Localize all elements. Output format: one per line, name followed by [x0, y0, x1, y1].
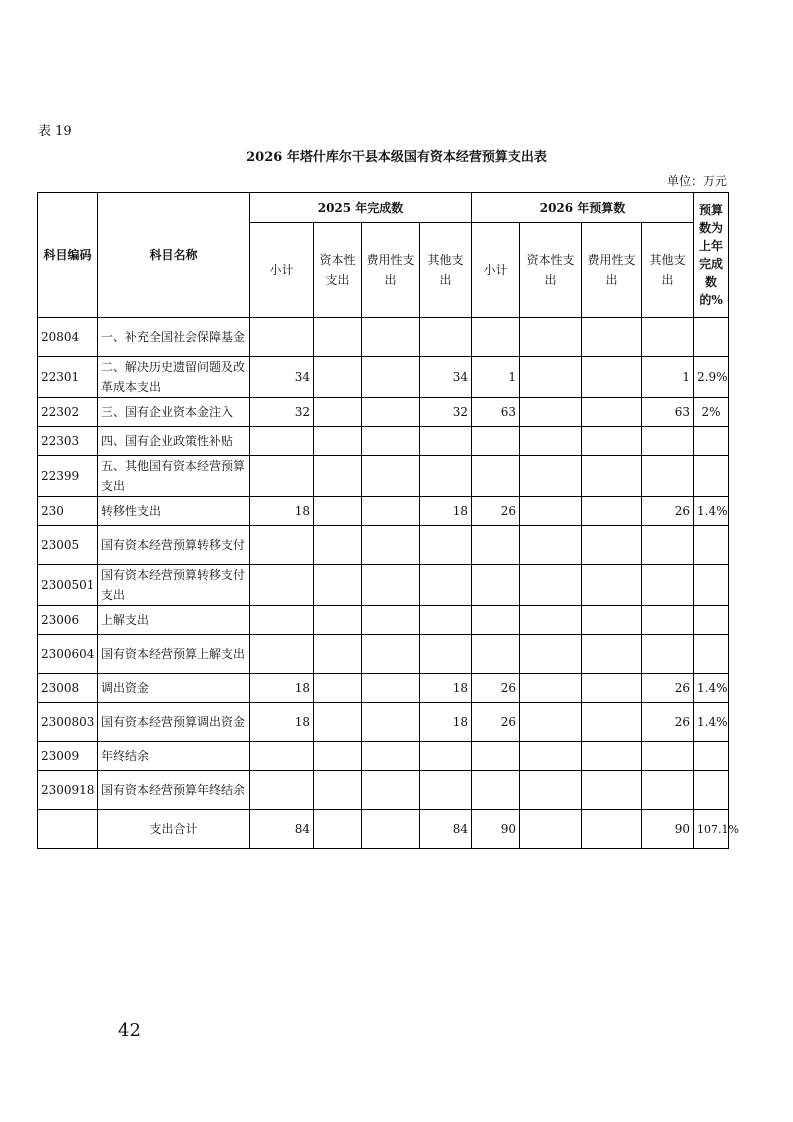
row-code: 2300803 [38, 703, 98, 742]
table-number: 表 19 [38, 124, 72, 139]
row-2026-other: 26 [642, 674, 694, 703]
header-2025-expense: 费用性支出 [362, 223, 420, 318]
total-row [38, 810, 729, 849]
row-2026-capital [520, 456, 582, 497]
row-ratio [694, 742, 729, 771]
row-2026-other: 26 [642, 703, 694, 742]
row-2025-capital [314, 318, 362, 357]
row-ratio [694, 456, 729, 497]
row-2025-other [420, 456, 472, 497]
total-2025-expense [362, 810, 420, 849]
header-code: 科目编码 [38, 193, 98, 318]
row-2026-expense [582, 742, 642, 771]
row-code: 23006 [38, 606, 98, 635]
row-2026-subtotal: 26 [472, 497, 520, 526]
row-code: 22303 [38, 427, 98, 456]
row-2025-other [420, 318, 472, 357]
row-ratio: 2.9% [694, 357, 729, 398]
row-2026-capital [520, 635, 582, 674]
row-2026-subtotal: 1 [472, 357, 520, 398]
row-name: 国有资本经营预算上解支出 [98, 635, 250, 674]
row-2025-capital [314, 674, 362, 703]
row-ratio [694, 771, 729, 810]
header-2026-expense: 费用性支出 [582, 223, 642, 318]
total-2026-other: 90 [642, 810, 694, 849]
row-code: 22301 [38, 357, 98, 398]
row-code: 2300501 [38, 565, 98, 606]
row-2025-capital [314, 635, 362, 674]
row-2026-capital [520, 497, 582, 526]
row-2025-other: 18 [420, 497, 472, 526]
row-2026-other: 1 [642, 357, 694, 398]
header-2025-subtotal: 小计 [250, 223, 314, 318]
row-2025-capital [314, 703, 362, 742]
header-2026-other: 其他支出 [642, 223, 694, 318]
row-name: 五、其他国有资本经营预算支出 [98, 456, 250, 497]
row-2025-subtotal [250, 427, 314, 456]
row-code: 22302 [38, 398, 98, 427]
row-2026-other [642, 456, 694, 497]
row-2025-other: 18 [420, 703, 472, 742]
row-2026-expense [582, 398, 642, 427]
row-2026-capital [520, 565, 582, 606]
row-2025-expense [362, 357, 420, 398]
row-2026-expense [582, 526, 642, 565]
row-2025-expense [362, 497, 420, 526]
unit-label: 单位：万元 [666, 174, 727, 188]
row-2026-other [642, 606, 694, 635]
row-2026-subtotal: 63 [472, 398, 520, 427]
row-2026-expense [582, 456, 642, 497]
row-2026-capital [520, 703, 582, 742]
table-row [38, 318, 729, 357]
table-title: 2026 年塔什库尔干县本级国有资本经营预算支出表 [246, 150, 547, 165]
header-2025-group: 2025 年完成数 [250, 193, 472, 223]
header-2025-capital: 资本性支出 [314, 223, 362, 318]
row-2026-expense [582, 565, 642, 606]
row-2026-expense [582, 635, 642, 674]
table-row [38, 398, 729, 427]
row-2025-expense [362, 427, 420, 456]
total-name: 支出合计 [98, 810, 250, 849]
row-name: 国有资本经营预算转移支付 [98, 526, 250, 565]
row-2026-subtotal: 26 [472, 703, 520, 742]
row-2025-other [420, 427, 472, 456]
row-2025-other: 18 [420, 674, 472, 703]
row-name: 国有资本经营预算年终结余 [98, 771, 250, 810]
row-code: 23009 [38, 742, 98, 771]
row-code: 23005 [38, 526, 98, 565]
row-name: 二、解决历史遗留问题及改革成本支出 [98, 357, 250, 398]
row-2026-expense [582, 606, 642, 635]
row-2025-subtotal: 34 [250, 357, 314, 398]
row-2026-capital [520, 427, 582, 456]
header-2026-subtotal: 小计 [472, 223, 520, 318]
table-row [38, 526, 729, 565]
row-name: 三、国有企业资本金注入 [98, 398, 250, 427]
table-row [38, 497, 729, 526]
row-code: 23008 [38, 674, 98, 703]
row-2025-subtotal [250, 771, 314, 810]
row-2026-other [642, 318, 694, 357]
row-2025-capital [314, 497, 362, 526]
row-name: 国有资本经营预算转移支付支出 [98, 565, 250, 606]
row-2025-expense [362, 635, 420, 674]
row-2025-subtotal [250, 565, 314, 606]
header-2025-other: 其他支出 [420, 223, 472, 318]
table-row [38, 771, 729, 810]
row-2025-capital [314, 565, 362, 606]
row-2025-expense [362, 456, 420, 497]
table-row [38, 427, 729, 456]
total-2025-other: 84 [420, 810, 472, 849]
row-2025-capital [314, 742, 362, 771]
row-code: 20804 [38, 318, 98, 357]
row-ratio: 1.4% [694, 703, 729, 742]
header-name: 科目名称 [98, 193, 250, 318]
row-2026-expense [582, 497, 642, 526]
table-row [38, 635, 729, 674]
row-ratio [694, 606, 729, 635]
header-ratio: 预算数为上年完成数的% [694, 193, 729, 318]
total-2025-subtotal: 84 [250, 810, 314, 849]
row-2025-expense [362, 398, 420, 427]
row-code: 2300918 [38, 771, 98, 810]
row-2025-expense [362, 565, 420, 606]
row-2025-subtotal [250, 318, 314, 357]
row-2025-other: 34 [420, 357, 472, 398]
table-row [38, 456, 729, 497]
row-2026-subtotal [472, 318, 520, 357]
row-2026-expense [582, 703, 642, 742]
row-2025-other [420, 635, 472, 674]
row-2026-subtotal [472, 606, 520, 635]
row-ratio [694, 526, 729, 565]
total-2026-capital [520, 810, 582, 849]
row-name: 转移性支出 [98, 497, 250, 526]
table-row [38, 703, 729, 742]
row-2025-expense [362, 674, 420, 703]
row-2026-other [642, 771, 694, 810]
row-2026-subtotal [472, 742, 520, 771]
row-name: 国有资本经营预算调出资金 [98, 703, 250, 742]
page-number: 42 [118, 1020, 141, 1041]
total-2026-subtotal: 90 [472, 810, 520, 849]
row-2025-capital [314, 398, 362, 427]
row-2026-expense [582, 357, 642, 398]
row-ratio [694, 635, 729, 674]
header-2026-group: 2026 年预算数 [472, 193, 694, 223]
row-2026-subtotal [472, 771, 520, 810]
row-2025-subtotal: 18 [250, 703, 314, 742]
row-name: 调出资金 [98, 674, 250, 703]
row-2025-expense [362, 606, 420, 635]
row-2026-other [642, 565, 694, 606]
row-name: 一、补充全国社会保障基金 [98, 318, 250, 357]
row-2025-other: 32 [420, 398, 472, 427]
row-2026-expense [582, 318, 642, 357]
row-2025-expense [362, 526, 420, 565]
row-2025-other [420, 771, 472, 810]
total-code [38, 810, 98, 849]
row-2025-subtotal [250, 456, 314, 497]
row-2025-other [420, 742, 472, 771]
row-2026-capital [520, 526, 582, 565]
row-2026-other [642, 427, 694, 456]
row-ratio [694, 318, 729, 357]
row-ratio: 1.4% [694, 674, 729, 703]
row-2026-capital [520, 318, 582, 357]
table-row [38, 357, 729, 398]
row-2026-subtotal [472, 635, 520, 674]
budget-table [37, 192, 739, 849]
row-2026-other: 26 [642, 497, 694, 526]
row-2025-subtotal [250, 742, 314, 771]
row-2025-capital [314, 456, 362, 497]
row-2026-subtotal [472, 427, 520, 456]
row-2025-subtotal: 32 [250, 398, 314, 427]
row-2025-expense [362, 742, 420, 771]
row-2025-expense [362, 318, 420, 357]
row-ratio [694, 565, 729, 606]
row-2025-capital [314, 526, 362, 565]
header-2026-capital: 资本性支出 [520, 223, 582, 318]
row-code: 230 [38, 497, 98, 526]
row-name: 四、国有企业政策性补贴 [98, 427, 250, 456]
row-2026-subtotal [472, 526, 520, 565]
row-2025-capital [314, 427, 362, 456]
table-row [38, 742, 729, 771]
row-2026-capital [520, 771, 582, 810]
row-2025-subtotal: 18 [250, 497, 314, 526]
row-2026-other [642, 742, 694, 771]
row-2026-capital [520, 742, 582, 771]
row-2026-capital [520, 357, 582, 398]
row-2026-other: 63 [642, 398, 694, 427]
row-2025-capital [314, 606, 362, 635]
row-code: 2300604 [38, 635, 98, 674]
row-2026-subtotal [472, 565, 520, 606]
row-ratio: 1.4% [694, 497, 729, 526]
row-name: 上解支出 [98, 606, 250, 635]
total-2026-expense [582, 810, 642, 849]
row-2026-expense [582, 674, 642, 703]
row-2026-subtotal: 26 [472, 674, 520, 703]
table-row [38, 606, 729, 635]
row-2025-expense [362, 771, 420, 810]
row-2026-capital [520, 398, 582, 427]
row-code: 22399 [38, 456, 98, 497]
row-name: 年终结余 [98, 742, 250, 771]
total-2025-capital [314, 810, 362, 849]
total-ratio: 107.1% [694, 810, 729, 849]
row-2025-expense [362, 703, 420, 742]
row-2025-subtotal [250, 606, 314, 635]
row-ratio [694, 427, 729, 456]
table-row [38, 565, 729, 606]
row-2025-subtotal: 18 [250, 674, 314, 703]
row-2026-capital [520, 606, 582, 635]
row-2025-subtotal [250, 526, 314, 565]
row-2026-expense [582, 427, 642, 456]
row-2025-subtotal [250, 635, 314, 674]
row-2025-other [420, 606, 472, 635]
row-2025-capital [314, 357, 362, 398]
table-row [38, 674, 729, 703]
row-2025-other [420, 526, 472, 565]
row-ratio: 2% [694, 398, 729, 427]
row-2026-other [642, 526, 694, 565]
row-2025-other [420, 565, 472, 606]
row-2026-capital [520, 674, 582, 703]
row-2026-expense [582, 771, 642, 810]
row-2025-capital [314, 771, 362, 810]
row-2026-other [642, 635, 694, 674]
row-2026-subtotal [472, 456, 520, 497]
